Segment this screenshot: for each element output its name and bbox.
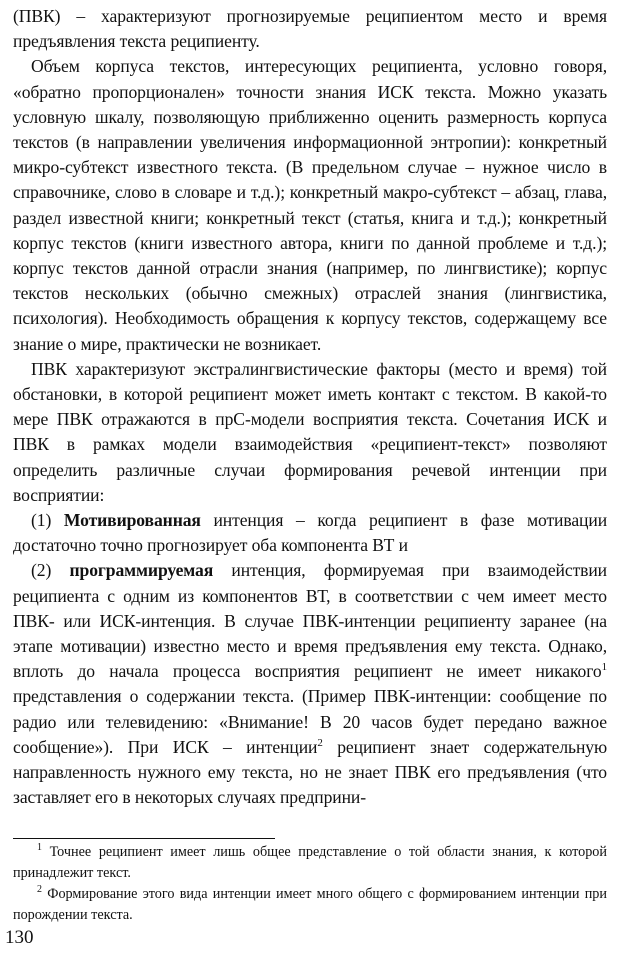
footnotes xyxy=(13,842,607,926)
paragraph-5 xyxy=(13,558,607,810)
paragraph-5-text-b: представления о содержании текста. (Пример ПВК-интенции: сообщение по радио или телевидению: «Внимание! В 20 часов будет передано важное сообщение»). При ИСК – интенции xyxy=(13,686,607,757)
footnote-ref-2: 2 xyxy=(317,736,323,749)
footnote-marker-1: 1 xyxy=(37,842,42,853)
footnote-divider xyxy=(13,838,275,839)
paragraph-1: (ПВК) – характеризуют прогнозируемые реципиентом место и время предъявления текста реципиенту. xyxy=(13,6,607,52)
paragraph-3: ПВК характеризуют экстралингвистические факторы (место и время) той обстановки, в которой реципиент может иметь контакт с текстом. В какой-то мере ПВК отражаются в прС-модели восприятия текста. Сочетания ИСК и ПВК в рамках модели взаимодействия «реципиент-текст» позволяют определить различные случаи формирования речевой интенции при восприятии: xyxy=(13,358,607,505)
list-marker-2: (2) xyxy=(31,560,70,581)
paragraph-4-text: интенция – когда реципиент в фазе мотивации достаточно точно прогнозирует оба компонента ВТ и xyxy=(13,510,608,556)
term-programmed: программируемая xyxy=(69,560,214,581)
paragraph-4 xyxy=(13,508,607,558)
main-text xyxy=(13,4,607,811)
paragraph-5-text-a: интенция, формируемая при взаимодействии реципиента с одним из компонентов ВТ, в соответствии с чем имеет место ПВК- или ИСК-интенция. В случае ПВК-интенции реципиенту заранее (на этапе мотивации) известно место и время предъявления ему текста. Однако, вплоть до начала процесса восприятия реципиент не имеет никакого xyxy=(13,560,607,682)
list-marker-1: (1) xyxy=(31,510,64,531)
footnote-marker-2: 2 xyxy=(37,884,42,895)
term-motivated: Мотивированная xyxy=(63,510,201,531)
footnote-2 xyxy=(13,884,607,926)
page-body xyxy=(13,4,607,811)
footnote-ref-1: 1 xyxy=(601,661,607,674)
paragraph-5-text-c: реципиент знает содержательную направленность нужного ему текста, но не знает ПВК его предъявления (что заставляет его в некоторых случаях предприни- xyxy=(13,736,607,808)
footnote-2-text: Формирование этого вида интенции имеет много общего с формированием интенции при порождении текста. xyxy=(13,886,607,923)
paragraph-2: Объем корпуса текстов, интересующих реципиента, условно говоря, «обратно пропорционален» точности знания ИСК текста. Можно указать условную шкалу, позволяющую приближенно оценить размерность корпуса текстов (в направлении увеличения информационной энтропии): конкретный микро-субтекст известного текста. (В предельном случае – нужное число в справочнике, слово в словаре и т.д.); конкретный макро-субтекст – абзац, глава, раздел известной книги; конкретный текст (статья, книга и т.д.); конкретный корпус текстов (книги известного автора, книги по данной проблеме и т.д.); корпус текстов данной отрасли знания (например, по лингвистике); корпус текстов нескольких (обычно смежных) отраслей знания (лингвистика, психология). Необходимость обращения к корпусу текстов, содержащему все знание о мире, практически не возникает. xyxy=(13,56,607,354)
footnote-1-text: Точнее реципиент имеет лишь общее представление о той области знания, к которой принадлежит текст. xyxy=(13,844,607,881)
footnote-1 xyxy=(13,842,607,884)
page-number: 130 xyxy=(5,927,34,948)
